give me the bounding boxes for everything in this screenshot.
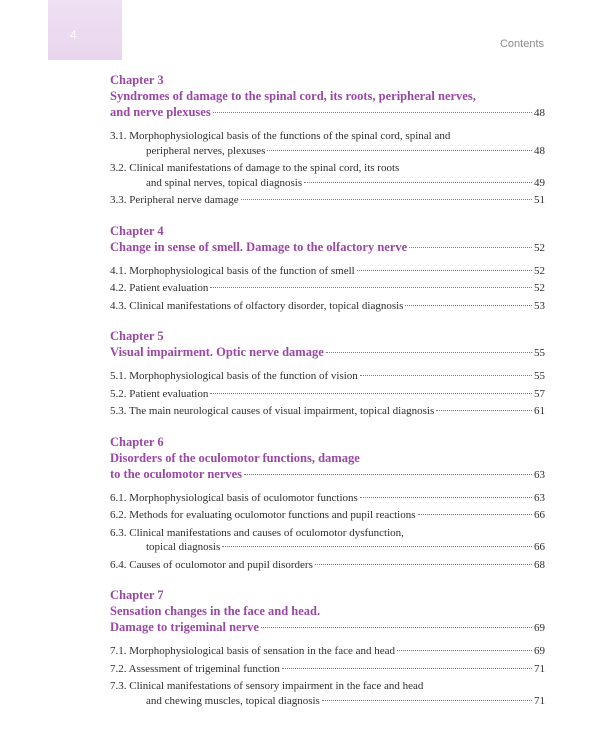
- section-entry[interactable]: [110, 264, 545, 279]
- dot-leader: [213, 112, 532, 113]
- chapter-title[interactable]: [110, 450, 545, 483]
- chapter-title-line: Disorders of the oculomotor functions, damage: [110, 450, 360, 465]
- section-title-line: 3.2. Clinical manifestations of damage to the spinal cord, its roots: [110, 162, 400, 174]
- dot-leader: [409, 247, 532, 248]
- chapter-title-line: Change in sense of smell. Damage to the olfactory nerve: [110, 239, 408, 254]
- section-title-line: 6.1. Morphophysiological basis of oculomotor functions: [110, 491, 358, 504]
- chapter-title-line: Damage to trigeminal nerve: [110, 620, 259, 634]
- section-page-number: 71: [534, 694, 545, 707]
- section-title-line: 3.1. Morphophysiological basis of the functions of the spinal cord, spinal and: [110, 130, 451, 142]
- dot-leader: [222, 546, 532, 547]
- section-page-number: 55: [534, 370, 545, 382]
- section-entry[interactable]: [110, 281, 545, 296]
- chapter-page-number: 63: [534, 468, 545, 481]
- dot-leader: [210, 393, 532, 394]
- chapter-entry: [110, 72, 545, 208]
- section-page-number: 63: [534, 491, 545, 504]
- section-page-number: 51: [534, 194, 545, 206]
- section-entry[interactable]: [110, 387, 545, 402]
- section-page-number: 53: [534, 299, 545, 312]
- chapter-title[interactable]: [110, 344, 545, 361]
- dot-leader: [304, 182, 532, 183]
- chapter-title-line: and nerve plexuses: [110, 105, 211, 119]
- chapter-title-line: Visual impairment. Optic nerve damage: [110, 345, 324, 359]
- section-list: [110, 264, 545, 314]
- dot-leader: [397, 650, 532, 651]
- section-entry[interactable]: [110, 558, 545, 573]
- dot-leader: [405, 305, 532, 306]
- dot-leader: [244, 474, 532, 475]
- section-title-line: peripheral nerves, plexuses: [146, 144, 266, 157]
- chapter-title-line: Sensation changes in the face and head.: [110, 604, 321, 618]
- dot-leader: [360, 375, 532, 376]
- section-title-line: 4.3. Clinical manifestations of olfactory disorder, topical diagnosis: [110, 299, 404, 312]
- dot-leader: [267, 150, 532, 151]
- section-entry[interactable]: [110, 526, 545, 555]
- chapter-title[interactable]: [110, 88, 545, 121]
- section-list: [110, 369, 545, 419]
- dot-leader: [418, 514, 533, 515]
- chapter-entry: [110, 223, 545, 314]
- section-page-number: 69: [534, 645, 545, 657]
- chapter-label[interactable]: Chapter 5: [110, 329, 164, 343]
- chapter-title[interactable]: [110, 239, 545, 256]
- dot-leader: [436, 410, 532, 411]
- chapter-entry: [110, 434, 545, 573]
- chapter-label[interactable]: Chapter 7: [110, 588, 164, 602]
- section-page-number: 71: [534, 662, 545, 675]
- dot-leader: [282, 668, 532, 669]
- section-entry[interactable]: [110, 299, 545, 314]
- chapter-entry: [110, 328, 545, 419]
- section-entry[interactable]: [110, 161, 545, 190]
- dot-leader: [210, 287, 532, 288]
- dot-leader: [241, 199, 532, 200]
- chapter-page-number: 69: [534, 622, 545, 634]
- section-entry[interactable]: [110, 129, 545, 158]
- chapter-title[interactable]: [110, 603, 545, 636]
- chapter-page-number: 55: [534, 347, 545, 359]
- chapter-title-line: to the oculomotor nerves: [110, 466, 243, 481]
- chapter-label[interactable]: Chapter 6: [110, 434, 164, 449]
- page-number-tab: [48, 0, 122, 60]
- section-title-line: 5.1. Morphophysiological basis of the function of vision: [110, 370, 358, 382]
- section-page-number: 52: [534, 282, 545, 294]
- chapter-page-number: 52: [534, 241, 545, 254]
- dot-leader: [360, 497, 532, 498]
- section-page-number: 66: [534, 541, 545, 553]
- chapter-label[interactable]: Chapter 3: [110, 73, 164, 87]
- section-title-line: 6.3. Clinical manifestations and causes of oculomotor dysfunction,: [110, 526, 404, 539]
- dot-leader: [261, 627, 532, 628]
- chapter-entry: [110, 587, 545, 708]
- dot-leader: [315, 564, 532, 565]
- section-page-number: 48: [534, 144, 545, 157]
- chapter-label[interactable]: Chapter 4: [110, 223, 164, 238]
- section-entry[interactable]: [110, 369, 545, 384]
- page-number: 4: [70, 28, 77, 42]
- section-title-line: and spinal nerves, topical diagnosis: [146, 176, 303, 189]
- section-title-line: 4.1. Morphophysiological basis of the function of smell: [110, 264, 355, 277]
- section-title-line: 6.2. Methods for evaluating oculomotor functions and pupil reactions: [110, 509, 416, 521]
- section-entry[interactable]: [110, 679, 545, 708]
- section-page-number: 68: [534, 558, 545, 571]
- section-entry[interactable]: [110, 491, 545, 506]
- section-title-line: 3.3. Peripheral nerve damage: [110, 194, 239, 206]
- section-title-line: 5.2. Patient evaluation: [110, 387, 209, 400]
- section-page-number: 52: [534, 264, 545, 277]
- dot-leader: [322, 700, 532, 701]
- section-title-line: 5.3. The main neurological causes of visual impairment, topical diagnosis: [110, 405, 435, 417]
- section-title-line: 7.1. Morphophysiological basis of sensation in the face and head: [110, 645, 396, 657]
- section-page-number: 66: [534, 509, 545, 521]
- dot-leader: [357, 270, 532, 271]
- section-entry[interactable]: [110, 508, 545, 523]
- section-title-line: 4.2. Patient evaluation: [110, 282, 209, 294]
- section-title-line: 7.2. Assessment of trigeminal function: [110, 662, 280, 675]
- chapter-title-line: Syndromes of damage to the spinal cord, its roots, peripheral nerves,: [110, 89, 476, 103]
- section-title-line: and chewing muscles, topical diagnosis: [146, 694, 320, 707]
- table-of-contents: [110, 72, 545, 723]
- chapter-page-number: 48: [534, 107, 545, 119]
- section-list: [110, 491, 545, 573]
- dot-leader: [326, 352, 532, 353]
- section-list: [110, 129, 545, 208]
- section-title-line: 6.4. Causes of oculomotor and pupil disorders: [110, 558, 313, 571]
- running-head: Contents: [499, 38, 544, 50]
- section-list: [110, 644, 545, 708]
- section-title-line: topical diagnosis: [146, 541, 221, 553]
- section-title-line: 7.3. Clinical manifestations of sensory impairment in the face and head: [110, 680, 424, 692]
- section-page-number: 57: [534, 387, 545, 400]
- section-entry[interactable]: [110, 404, 545, 419]
- section-page-number: 49: [534, 176, 545, 189]
- section-entry[interactable]: [110, 644, 545, 659]
- section-page-number: 61: [534, 405, 545, 417]
- section-entry[interactable]: [110, 662, 545, 677]
- section-entry[interactable]: [110, 193, 545, 208]
